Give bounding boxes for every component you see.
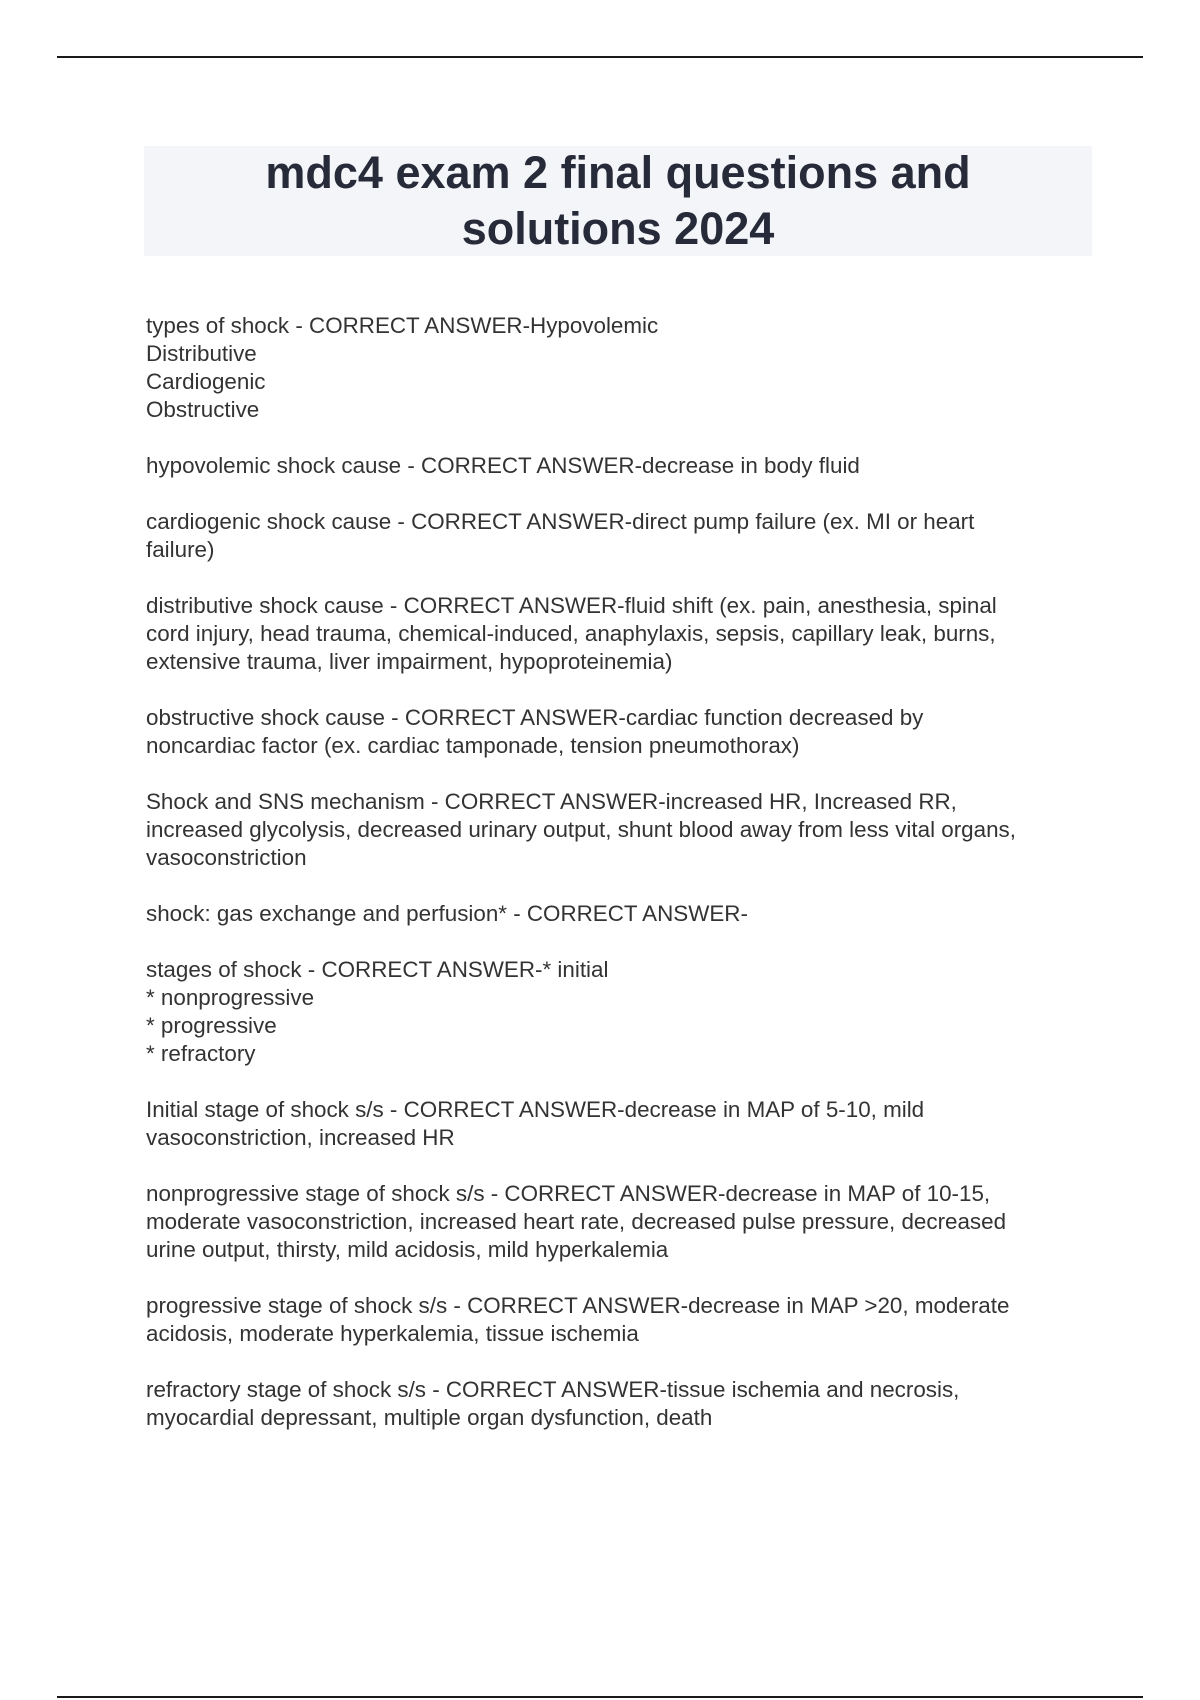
qa-answer-line: myocardial depressant, multiple organ dysfunction, death bbox=[146, 1405, 713, 1430]
qa-answer-line: vasoconstriction bbox=[146, 845, 307, 870]
qa-question-line: distributive shock cause - CORRECT ANSWER-fluid shift (ex. pain, anesthesia, spinal bbox=[146, 593, 997, 618]
qa-question-line: hypovolemic shock cause - CORRECT ANSWER-decrease in body fluid bbox=[146, 453, 860, 478]
bottom-divider bbox=[57, 1696, 1143, 1698]
qa-answer-line: urine output, thirsty, mild acidosis, mild hyperkalemia bbox=[146, 1237, 669, 1262]
qa-question-line: Initial stage of shock s/s - CORRECT ANSWER-decrease in MAP of 5-10, mild bbox=[146, 1097, 925, 1122]
qa-answer-line: cord injury, head trauma, chemical-induced, anaphylaxis, sepsis, capillary leak, burns, bbox=[146, 621, 996, 646]
qa-entry bbox=[146, 312, 1096, 424]
qa-answer-line: extensive trauma, liver impairment, hypoproteinemia) bbox=[146, 649, 673, 674]
qa-entry bbox=[146, 1096, 1096, 1152]
qa-entry bbox=[146, 592, 1096, 676]
qa-entry bbox=[146, 508, 1096, 564]
qa-answer-line: failure) bbox=[146, 537, 215, 562]
qa-answer-line: Obstructive bbox=[146, 397, 260, 422]
qa-question-line: shock: gas exchange and perfusion* - CORRECT ANSWER- bbox=[146, 901, 748, 926]
qa-entry bbox=[146, 704, 1096, 760]
qa-question-line: progressive stage of shock s/s - CORRECT ANSWER-decrease in MAP >20, moderate bbox=[146, 1293, 1010, 1318]
qa-entry bbox=[146, 1292, 1096, 1348]
qa-question-line: Shock and SNS mechanism - CORRECT ANSWER-increased HR, Increased RR, bbox=[146, 789, 957, 814]
qa-answer-line: Distributive bbox=[146, 341, 257, 366]
qa-question-line: obstructive shock cause - CORRECT ANSWER-cardiac function decreased by bbox=[146, 705, 924, 730]
qa-answer-line: * refractory bbox=[146, 1041, 256, 1066]
qa-answer-line: acidosis, moderate hyperkalemia, tissue ischemia bbox=[146, 1321, 639, 1346]
qa-list bbox=[146, 312, 1096, 1460]
qa-entry bbox=[146, 452, 1096, 480]
qa-entry bbox=[146, 788, 1096, 872]
qa-answer-line: moderate vasoconstriction, increased heart rate, decreased pulse pressure, decreased bbox=[146, 1209, 1007, 1234]
qa-answer-line: * nonprogressive bbox=[146, 985, 315, 1010]
qa-question-line: cardiogenic shock cause - CORRECT ANSWER-direct pump failure (ex. MI or heart bbox=[146, 509, 975, 534]
qa-answer-line: vasoconstriction, increased HR bbox=[146, 1125, 455, 1150]
title-banner bbox=[144, 146, 1092, 256]
qa-question-line: refractory stage of shock s/s - CORRECT ANSWER-tissue ischemia and necrosis, bbox=[146, 1377, 960, 1402]
qa-answer-line: noncardiac factor (ex. cardiac tamponade, tension pneumothorax) bbox=[146, 733, 800, 758]
qa-answer-line: Cardiogenic bbox=[146, 369, 266, 394]
qa-entry bbox=[146, 1180, 1096, 1264]
qa-entry bbox=[146, 900, 1096, 928]
top-divider bbox=[57, 56, 1143, 58]
qa-answer-line: * progressive bbox=[146, 1013, 277, 1038]
qa-question-line: nonprogressive stage of shock s/s - CORRECT ANSWER-decrease in MAP of 10-15, bbox=[146, 1181, 991, 1206]
qa-answer-line: increased glycolysis, decreased urinary output, shunt blood away from less vital organs, bbox=[146, 817, 1016, 842]
qa-entry bbox=[146, 1376, 1096, 1432]
qa-question-line: stages of shock - CORRECT ANSWER-* initial bbox=[146, 957, 609, 982]
qa-question-line: types of shock - CORRECT ANSWER-Hypovolemic bbox=[146, 313, 659, 338]
qa-entry bbox=[146, 956, 1096, 1068]
document-title: mdc4 exam 2 final questions and solutions 2024 bbox=[265, 147, 971, 254]
